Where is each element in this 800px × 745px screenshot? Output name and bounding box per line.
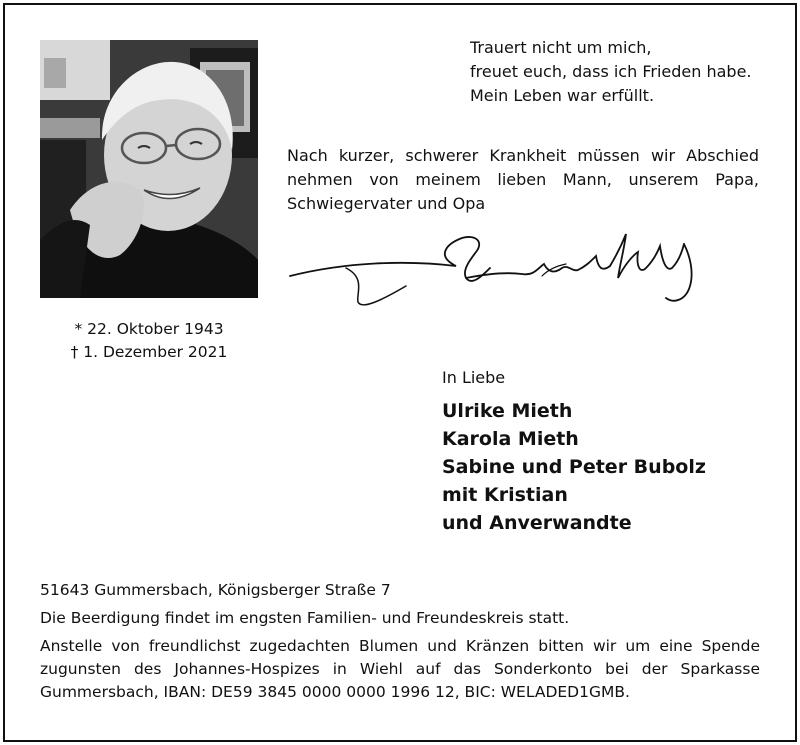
burial-notice: Die Beerdigung findet im engsten Familien- und Freundeskreis statt. xyxy=(40,609,570,627)
donation-request: Anstelle von freundlichst zugedachten Blumen und Kränzen bitten wir um eine Spende zugunsten des Johannes-Hospizes in Wiehl auf das Sonderkonto bei der Sparkasse Gummersbach, IBAN: DE59 3845 0000 0000 1996 12, BIC: WELADED1GMB. xyxy=(40,637,760,701)
mourner-name: Sabine und Peter Bubolz xyxy=(442,456,706,478)
mourner-name: Karola Mieth xyxy=(442,428,579,450)
mourner-name: mit Kristian xyxy=(442,484,568,506)
portrait-photo xyxy=(40,40,258,298)
life-dates xyxy=(40,318,258,364)
intro-line: Nach kurzer, schwerer Krankheit müssen wir Abschied xyxy=(287,146,759,165)
poem-line: freuet euch, dass ich Frieden habe. xyxy=(470,62,752,81)
mourner-name: und Anverwandte xyxy=(442,512,632,534)
poem-line: Mein Leben war erfüllt. xyxy=(470,86,655,105)
intro-line: nehmen von meinem lieben Mann, unserem Papa, xyxy=(287,170,759,189)
address: 51643 Gummersbach, Königsberger Straße 7 xyxy=(40,581,391,599)
intro-line: Schwiegervater und Opa xyxy=(287,194,486,213)
poem xyxy=(470,36,752,108)
birth-date: * 22. Oktober 1943 xyxy=(74,320,224,338)
handwritten-signature xyxy=(286,216,712,316)
mourner-names xyxy=(442,397,706,537)
mourner-name: Ulrike Mieth xyxy=(442,400,573,422)
in-liebe-label: In Liebe xyxy=(442,368,506,387)
death-date: † 1. Dezember 2021 xyxy=(70,343,228,361)
footer-info xyxy=(40,579,760,704)
poem-line: Trauert nicht um mich, xyxy=(470,38,652,57)
intro-text xyxy=(287,144,759,216)
